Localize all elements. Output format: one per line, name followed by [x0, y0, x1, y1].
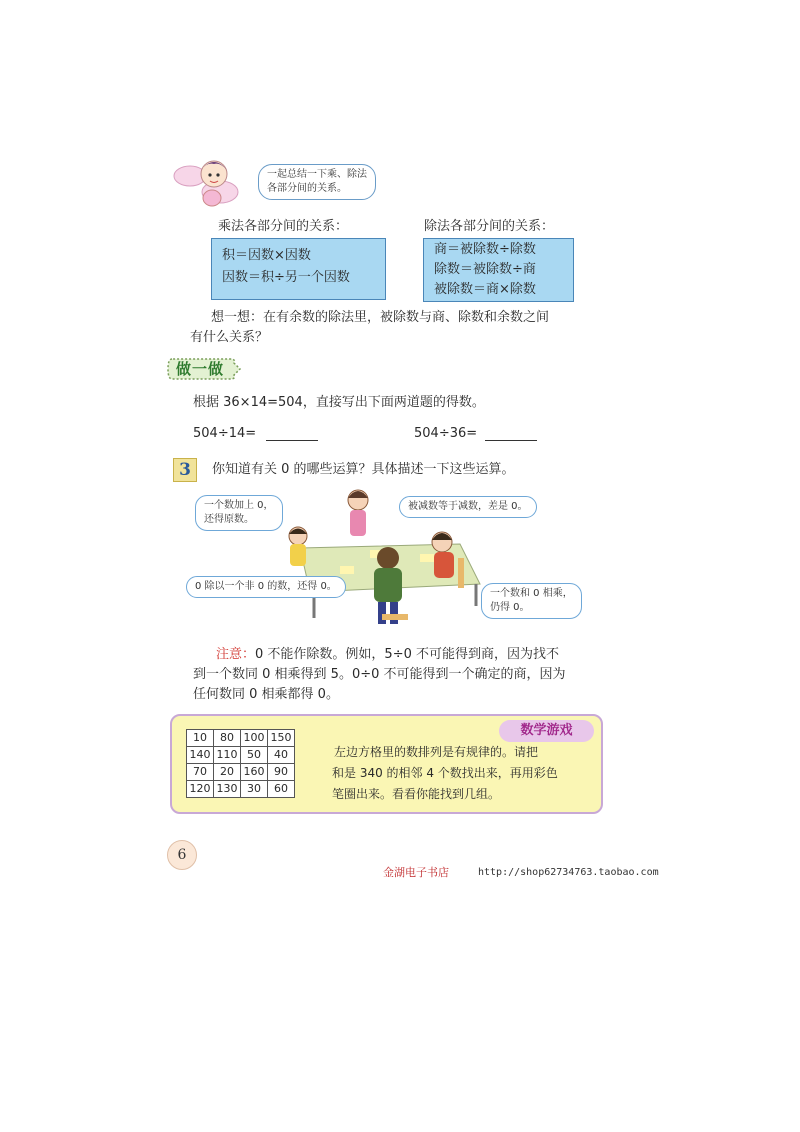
answer-blank-2[interactable]	[485, 440, 537, 441]
page-number: 6	[177, 847, 187, 863]
zuo-yi-zuo-label	[166, 357, 242, 381]
note-line-1	[216, 646, 559, 664]
note-text-1: 0 不能作除数。例如，5÷0 不可能得到商，因为找不	[255, 647, 559, 662]
answer-blank-1[interactable]	[266, 440, 318, 441]
note-line-3: 任何数同 0 相乘都得 0。	[193, 687, 339, 702]
zuo-question-1: 504÷14=	[193, 426, 257, 441]
bubble-add-zero-line-2: 还得原数。	[204, 514, 254, 525]
grid-cell[interactable]: 20	[214, 764, 241, 781]
mult-formula-2: 因数＝积÷另一个因数	[222, 270, 350, 285]
example-number: 3	[179, 460, 191, 480]
mult-formula-1: 积＝因数×因数	[222, 248, 311, 263]
div-heading: 除法各部分间的关系：	[424, 219, 555, 234]
grid-cell[interactable]: 130	[214, 781, 241, 798]
math-game-text	[332, 742, 558, 805]
math-game-text-line-2: 和是 340 的相邻 4 个数找出来，再用彩色	[332, 766, 558, 780]
grid-cell[interactable]: 160	[241, 764, 268, 781]
div-formula-box	[423, 238, 574, 302]
zuo-label-text: 做一做	[176, 360, 225, 378]
note-label: 注意：	[216, 647, 256, 662]
div-formula-3: 被除数＝商×除数	[434, 282, 536, 297]
angel-illustration	[172, 152, 242, 214]
speech-bubble-subtract	[399, 496, 537, 518]
angel-bubble-line-2: 各部分间的关系。	[267, 183, 347, 194]
bubble-multiply-zero-line-2: 仍得 0。	[490, 602, 530, 613]
zuo-instruction: 根据 36×14=504，直接写出下面两道题的得数。	[193, 395, 485, 410]
page-number-badge	[167, 840, 197, 870]
math-game-text-line-3: 笔圈出来。看看你能找到几组。	[332, 787, 501, 801]
example-text: 你知道有关 0 的哪些运算？具体描述一下这些运算。	[212, 462, 515, 477]
grid-cell[interactable]: 40	[268, 747, 295, 764]
example-number-badge	[173, 458, 197, 482]
grid-cell[interactable]: 80	[214, 730, 241, 747]
number-grid	[186, 729, 295, 798]
angel-bubble-line-1: 一起总结一下乘、除法	[267, 169, 367, 180]
div-formula-2: 除数＝被除数÷商	[434, 262, 536, 277]
footer-url-link[interactable]: http://shop62734763.taobao.com	[478, 867, 659, 878]
math-game-title: 数学游戏	[499, 720, 594, 742]
grid-row	[187, 781, 295, 798]
math-game-text-line-1: 左边方格里的数排列是有规律的。请把	[334, 745, 539, 759]
grid-cell[interactable]: 70	[187, 764, 214, 781]
grid-cell[interactable]: 140	[187, 747, 214, 764]
zuo-question-2: 504÷36=	[414, 426, 478, 441]
grid-cell[interactable]: 90	[268, 764, 295, 781]
note-line-2: 到一个数同 0 相乘得到 5。0÷0 不可能得到一个确定的商，因为	[193, 667, 566, 682]
grid-cell[interactable]: 60	[268, 781, 295, 798]
grid-row	[187, 730, 295, 747]
bubble-subtract-text: 被减数等于减数，差是 0。	[408, 501, 528, 512]
angel-speech-bubble	[258, 164, 376, 200]
think-line-2: 有什么关系？	[190, 330, 269, 345]
grid-row	[187, 764, 295, 781]
grid-cell[interactable]: 100	[241, 730, 268, 747]
bubble-multiply-zero-line-1: 一个数和 0 相乘，	[490, 588, 573, 599]
mult-formula-box	[211, 238, 386, 300]
grid-cell[interactable]: 30	[241, 781, 268, 798]
speech-bubble-add-zero	[195, 495, 283, 531]
bubble-add-zero-line-1: 一个数加上 0，	[204, 500, 274, 511]
speech-bubble-multiply-zero	[481, 583, 582, 619]
grid-cell[interactable]: 150	[268, 730, 295, 747]
mult-heading: 乘法各部分间的关系：	[218, 219, 349, 234]
math-game-box	[170, 714, 603, 814]
grid-row	[187, 747, 295, 764]
grid-cell[interactable]: 50	[241, 747, 268, 764]
think-line-1: 想一想：在有余数的除法里，被除数与商、除数和余数之间	[211, 310, 550, 325]
div-formula-1: 商＝被除数÷除数	[434, 242, 536, 257]
speech-bubble-divide-zero	[186, 576, 346, 598]
bubble-divide-zero-text: 0 除以一个非 0 的数，还得 0。	[195, 581, 337, 592]
footer-shop-name: 金湖电子书店	[383, 866, 449, 879]
grid-cell[interactable]: 120	[187, 781, 214, 798]
grid-cell[interactable]: 10	[187, 730, 214, 747]
grid-cell[interactable]: 110	[214, 747, 241, 764]
